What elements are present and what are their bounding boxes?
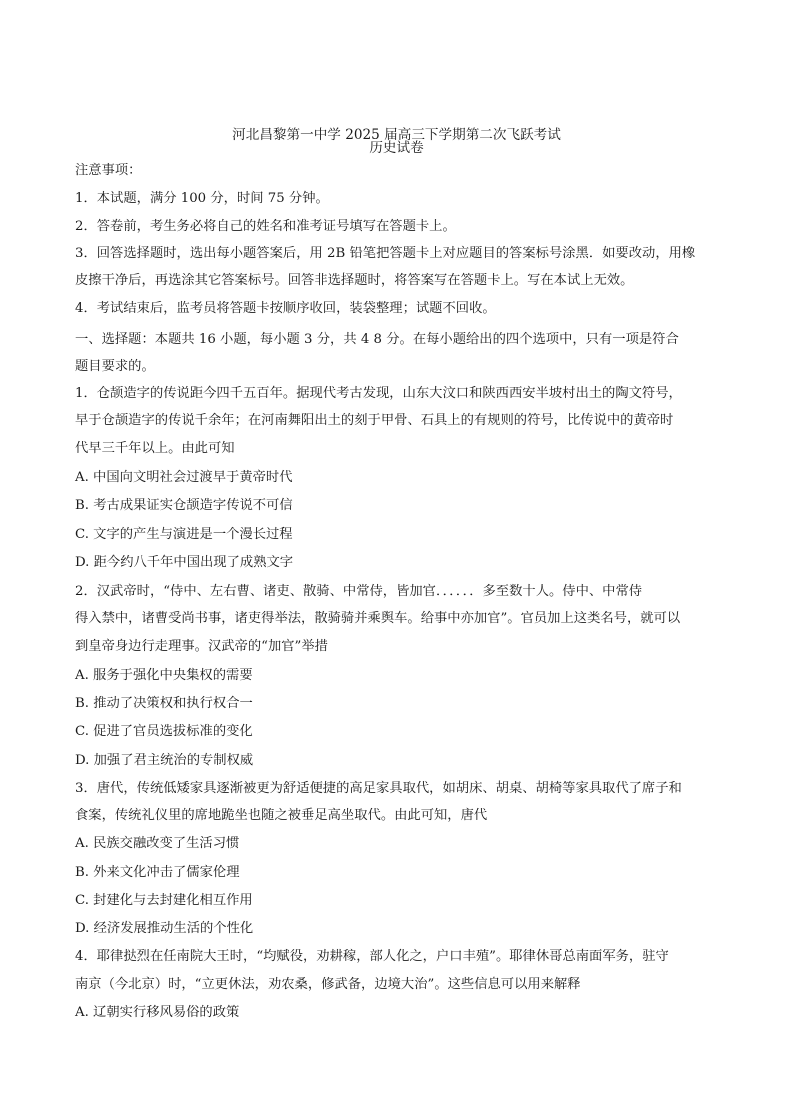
notice-item: 3．回答选择题时，选出每小题答案后，用 2B 铅笔把答题卡上对应题目的答案标号涂黑．如要改动，用橡 [75,246,696,261]
question-1-option-d: D. 距今约八千年中国出现了成熟文字 [75,555,294,570]
question-1-option-a: A. 中国向文明社会过渡早于黄帝时代 [75,470,293,485]
notice-item: 1．本试题，满分 100 分，时间 75 分钟。 [75,191,329,206]
section-intro: 题目要求的。 [75,359,155,374]
question-2-stem: 得入禁中，诸曹受尚书事，诸吏得举法，散骑骑并乘舆车。给事中亦加官”。官员加上这类名号，就可以 [75,611,681,626]
question-1-option-b: B. 考古成果证实仓颉造字传说不可信 [75,498,293,513]
question-2-option-a: A. 服务于强化中央集权的需要 [75,668,253,683]
question-2-option-b: B. 推动了决策权和执行权合一 [75,696,253,711]
question-3-stem: 3．唐代，传统低矮家具逐渐被更为舒适便捷的高足家具取代，如胡床、胡桌、胡椅等家具取代了席子和 [75,781,682,796]
question-2-stem: 2．汉武帝时，“侍中、左右曹、诸吏、散骑、中常侍，皆加官．．．．．．多至数十人。侍中、中常侍 [75,584,643,599]
exam-subject: 历史试卷 [369,140,424,156]
exam-title: 河北昌黎第一中学 2025 届高三下学期第二次飞跃考试 [232,127,561,143]
question-3-stem: 食案，传统礼仪里的席地跪坐也随之被垂足高坐取代。由此可知，唐代 [75,808,488,823]
question-2-option-d: D. 加强了君主统治的专制权威 [75,753,254,768]
question-4-option-a: A. 辽朝实行移风易俗的政策 [75,1005,240,1020]
question-1-stem: 代早三千年以上。由此可知 [75,441,235,456]
notice-item: 皮擦干净后，再选涂其它答案标号。回答非选择题时，将答案写在答题卡上。写在本试上无效。 [75,273,634,288]
question-2-option-c: C. 促进了官员选拔标准的变化 [75,724,253,739]
question-1-stem: 1．仓颉造字的传说距今四千五百年。据现代考古发现，山东大汶口和陕西西安半坡村出土的陶文符号， [75,386,682,401]
question-3-option-a: A. 民族交融改变了生活习惯 [75,836,240,851]
question-2-stem: 到皇帝身边行走理事。汉武帝的“加官”举措 [75,639,328,654]
question-4-stem: 4．耶律挞烈在任南院大王时，“均赋役，劝耕稼，部人化之，户口丰殖”。耶律休哥总南面军务，驻守 [75,949,669,964]
question-1-stem: 早于仓颉造字的传说千余年；在河南舞阳出土的刻于甲骨、石具上的有规则的符号，比传说中的黄帝时 [75,413,674,428]
question-3-option-b: B. 外来文化冲击了儒家伦理 [75,865,240,880]
section-intro: 一、选择题：本题共 16 小题，每小题 3 分，共 4 8 分。在每小题给出的四个选项中，只有一项是符合 [75,332,679,347]
question-3-option-d: D. 经济发展推动生活的个性化 [75,921,254,936]
question-4-stem: 南京（今北京）时，“立更休法，劝农桑，修武备，边境大治”。这些信息可以用来解释 [75,977,581,992]
question-3-option-c: C. 封建化与去封建化相互作用 [75,893,253,908]
notice-item: 4．考试结束后，监考员将答题卡按顺序收回，装袋整理；试题不回收。 [75,301,496,316]
question-1-option-c: C. 文字的产生与演进是一个漫长过程 [75,527,293,542]
notice-heading: 注意事项： [75,163,142,178]
notice-item: 2．答卷前，考生务必将自己的姓名和准考证号填写在答题卡上。 [75,219,456,234]
